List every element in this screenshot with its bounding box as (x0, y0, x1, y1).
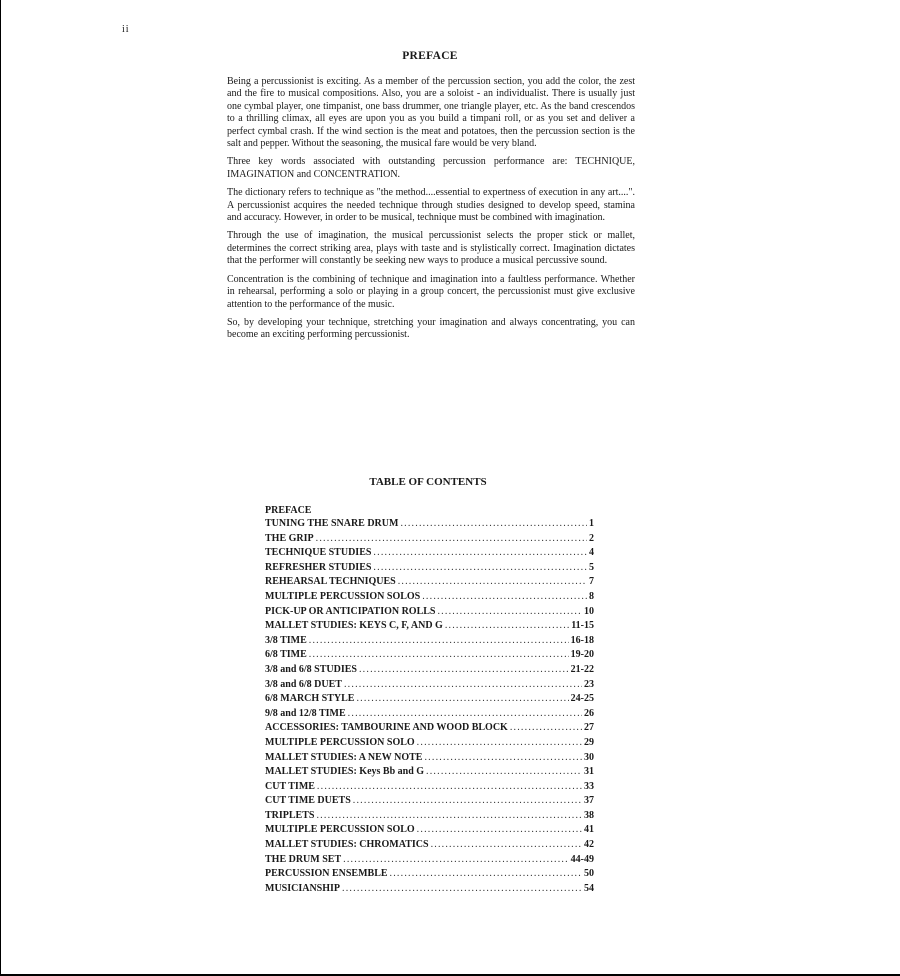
toc-entry-label: ACCESSORIES: TAMBOURINE AND WOOD BLOCK (265, 722, 508, 734)
toc-entry (265, 781, 594, 796)
toc-entry-label: MALLET STUDIES: A NEW NOTE (265, 751, 423, 763)
toc-dot-leader (359, 664, 569, 675)
toc-entry (265, 679, 594, 694)
toc-entry-label: CUT TIME (265, 780, 315, 792)
toc-dot-leader (400, 518, 587, 529)
toc-dot-leader (510, 722, 582, 733)
toc-entry (265, 766, 594, 781)
toc-entry (265, 722, 594, 737)
toc-entry-page: 11-15 (571, 620, 594, 632)
toc-entry-label: MULTIPLE PERCUSSION SOLOS (265, 590, 421, 602)
toc-entry (265, 839, 594, 854)
toc-entry-page: 31 (584, 766, 594, 778)
toc-dot-leader (317, 781, 582, 792)
toc-entry-label: THE DRUM SET (265, 853, 342, 865)
toc-entry (265, 752, 594, 767)
preface-paragraph: So, by developing your technique, stretching your imagination and always concentrating, you can become an exciting performing percussionist. (227, 316, 635, 341)
toc-dot-leader (426, 766, 582, 777)
toc-preface-item: PREFACE (265, 505, 312, 516)
toc-entry-page: 33 (584, 780, 594, 792)
toc-dot-leader (342, 883, 582, 894)
toc-entry (265, 737, 594, 752)
toc-entry (265, 854, 594, 869)
toc-entry-label: MALLET STUDIES: CHROMATICS (265, 839, 429, 851)
toc-entry-label: TECHNIQUE STUDIES (265, 547, 372, 559)
toc-entry-label: 3/8 TIME (265, 634, 307, 646)
preface-paragraph: Concentration is the combining of technique and imagination into a faultless performance. Whether in rehearsal, performing a solo or playing in a group concert, the percussionist must give exclusive attention to the performance of the music. (227, 273, 635, 310)
page-edge-left (0, 0, 1, 976)
toc-entry-page: 50 (584, 868, 594, 880)
preface-paragraph: Three key words associated with outstanding percussion performance are: TECHNIQUE, IMAGINATION and CONCENTRATION. (227, 156, 635, 180)
toc-entry (265, 620, 594, 635)
toc-dot-leader (445, 620, 569, 631)
toc-entry-page: 23 (584, 678, 594, 690)
toc-entry-page: 54 (584, 882, 594, 894)
toc-dot-leader (309, 635, 569, 646)
toc-entry (265, 693, 594, 708)
toc-entry-page: 19-20 (570, 649, 594, 661)
toc-entry-label: 3/8 and 6/8 STUDIES (265, 663, 357, 675)
toc-entry (265, 868, 594, 883)
toc-entry (265, 606, 594, 621)
toc-entry-page: 29 (584, 736, 594, 748)
toc-entry (265, 649, 594, 664)
preface-paragraph: The dictionary refers to technique as "the method....essential to expertness of execution in any art....". A percussionist acquires the needed technique through studies designed to develop speed, stamina and accuracy. However, in order to be musical, technique must be combined with imagination. (227, 187, 635, 224)
toc-entry-page: 21-22 (570, 663, 594, 675)
toc-entry-page: 24-25 (570, 693, 594, 705)
toc-entry-page: 41 (584, 824, 594, 836)
toc-dot-leader (309, 649, 569, 660)
toc-entry-label: MUSICIANSHIP (265, 882, 341, 894)
toc-entry (265, 635, 594, 650)
toc-entry-label: 3/8 and 6/8 DUET (265, 678, 342, 690)
toc-title: TABLE OF CONTENTS (369, 476, 487, 488)
toc-entry (265, 664, 594, 679)
toc-entry-label: MALLET STUDIES: KEYS C, F, AND G (265, 620, 443, 632)
toc-entry-label: MALLET STUDIES: Keys Bb and G (265, 766, 425, 778)
preface-paragraph: Being a percussionist is exciting. As a member of the percussion section, you add the color, the zest and the fire to musical compositions. Also, you are a soloist - an individualist. There is usually just one cymbal player, one timpanist, one bass drummer, one triangle player, etc. As the band crescendos to a thrilling climax, all eyes are upon you as you build a timpani roll, or as you set and deliver a perfect cymbal crash. If the wind section is the meat and potatoes, then the percussion section is the salt and pepper. Without the seasoning, the musical fare would be very bland. (227, 76, 635, 150)
preface-paragraph: Through the use of imagination, the musical percussionist selects the proper stick or mallet, determines the correct striking area, plays with taste and is stylistically correct. Imagination dictates that the performer will constantly be seeking new ways to produce a musical percussive sound. (227, 230, 635, 267)
toc-dot-leader (390, 868, 582, 879)
toc-entry (265, 518, 594, 533)
toc-entry (265, 810, 594, 825)
toc-entry (265, 883, 594, 898)
toc-entry-page: 26 (584, 707, 594, 719)
toc-dot-leader (353, 795, 582, 806)
toc-entry-page: 30 (584, 751, 594, 763)
toc-entry-page: 44-49 (570, 853, 594, 865)
toc-entry-label: TRIPLETS (265, 809, 315, 821)
toc-dot-leader (437, 606, 582, 617)
toc-dot-leader (373, 562, 587, 573)
toc-entry-page: 10 (584, 605, 594, 617)
toc-entry (265, 533, 594, 548)
toc-dot-leader (348, 708, 582, 719)
toc-dot-leader (398, 576, 587, 587)
toc-dot-leader (343, 854, 569, 865)
toc-entry (265, 824, 594, 839)
toc-entry (265, 795, 594, 810)
toc-entry-page: 37 (584, 795, 594, 807)
toc-entry-page: 2 (589, 532, 594, 544)
page-number: ii (122, 24, 130, 35)
toc-entry-page: 42 (584, 839, 594, 851)
preface-title: PREFACE (402, 50, 458, 62)
toc-dot-leader (356, 693, 568, 704)
toc-dot-leader (316, 533, 587, 544)
toc-entry (265, 576, 594, 591)
toc-entry (265, 708, 594, 723)
toc-entry-label: 6/8 TIME (265, 649, 307, 661)
toc-entry-page: 5 (589, 561, 594, 573)
toc-entry-page: 7 (589, 576, 594, 588)
preface-body (227, 76, 635, 348)
toc-entry-label: REFRESHER STUDIES (265, 561, 372, 573)
toc-dot-leader (422, 591, 587, 602)
toc-entry-page: 1 (589, 518, 594, 529)
toc-list (265, 518, 594, 897)
toc-entry-page: 8 (589, 590, 594, 602)
toc-dot-leader (417, 737, 582, 748)
toc-dot-leader (316, 810, 582, 821)
toc-entry-label: THE GRIP (265, 532, 314, 544)
toc-entry-label: MULTIPLE PERCUSSION SOLO (265, 824, 415, 836)
toc-entry-page: 16-18 (570, 634, 594, 646)
toc-entry (265, 591, 594, 606)
toc-entry-label: 9/8 and 12/8 TIME (265, 707, 346, 719)
toc-entry-label: 6/8 MARCH STYLE (265, 693, 355, 705)
toc-dot-leader (373, 547, 587, 558)
toc-entry (265, 562, 594, 577)
toc-dot-leader (431, 839, 582, 850)
toc-entry-page: 38 (584, 809, 594, 821)
toc-entry (265, 547, 594, 562)
toc-entry-label: PICK-UP OR ANTICIPATION ROLLS (265, 605, 436, 617)
toc-entry-label: REHEARSAL TECHNIQUES (265, 576, 396, 588)
toc-dot-leader (417, 824, 582, 835)
toc-entry-label: CUT TIME DUETS (265, 795, 351, 807)
toc-dot-leader (344, 679, 582, 690)
toc-entry-page: 4 (589, 547, 594, 559)
toc-dot-leader (424, 752, 582, 763)
toc-entry-label: PERCUSSION ENSEMBLE (265, 868, 388, 880)
toc-entry-label: MULTIPLE PERCUSSION SOLO (265, 736, 415, 748)
toc-entry-page: 27 (584, 722, 594, 734)
toc-entry-label: TUNING THE SNARE DRUM (265, 518, 399, 529)
